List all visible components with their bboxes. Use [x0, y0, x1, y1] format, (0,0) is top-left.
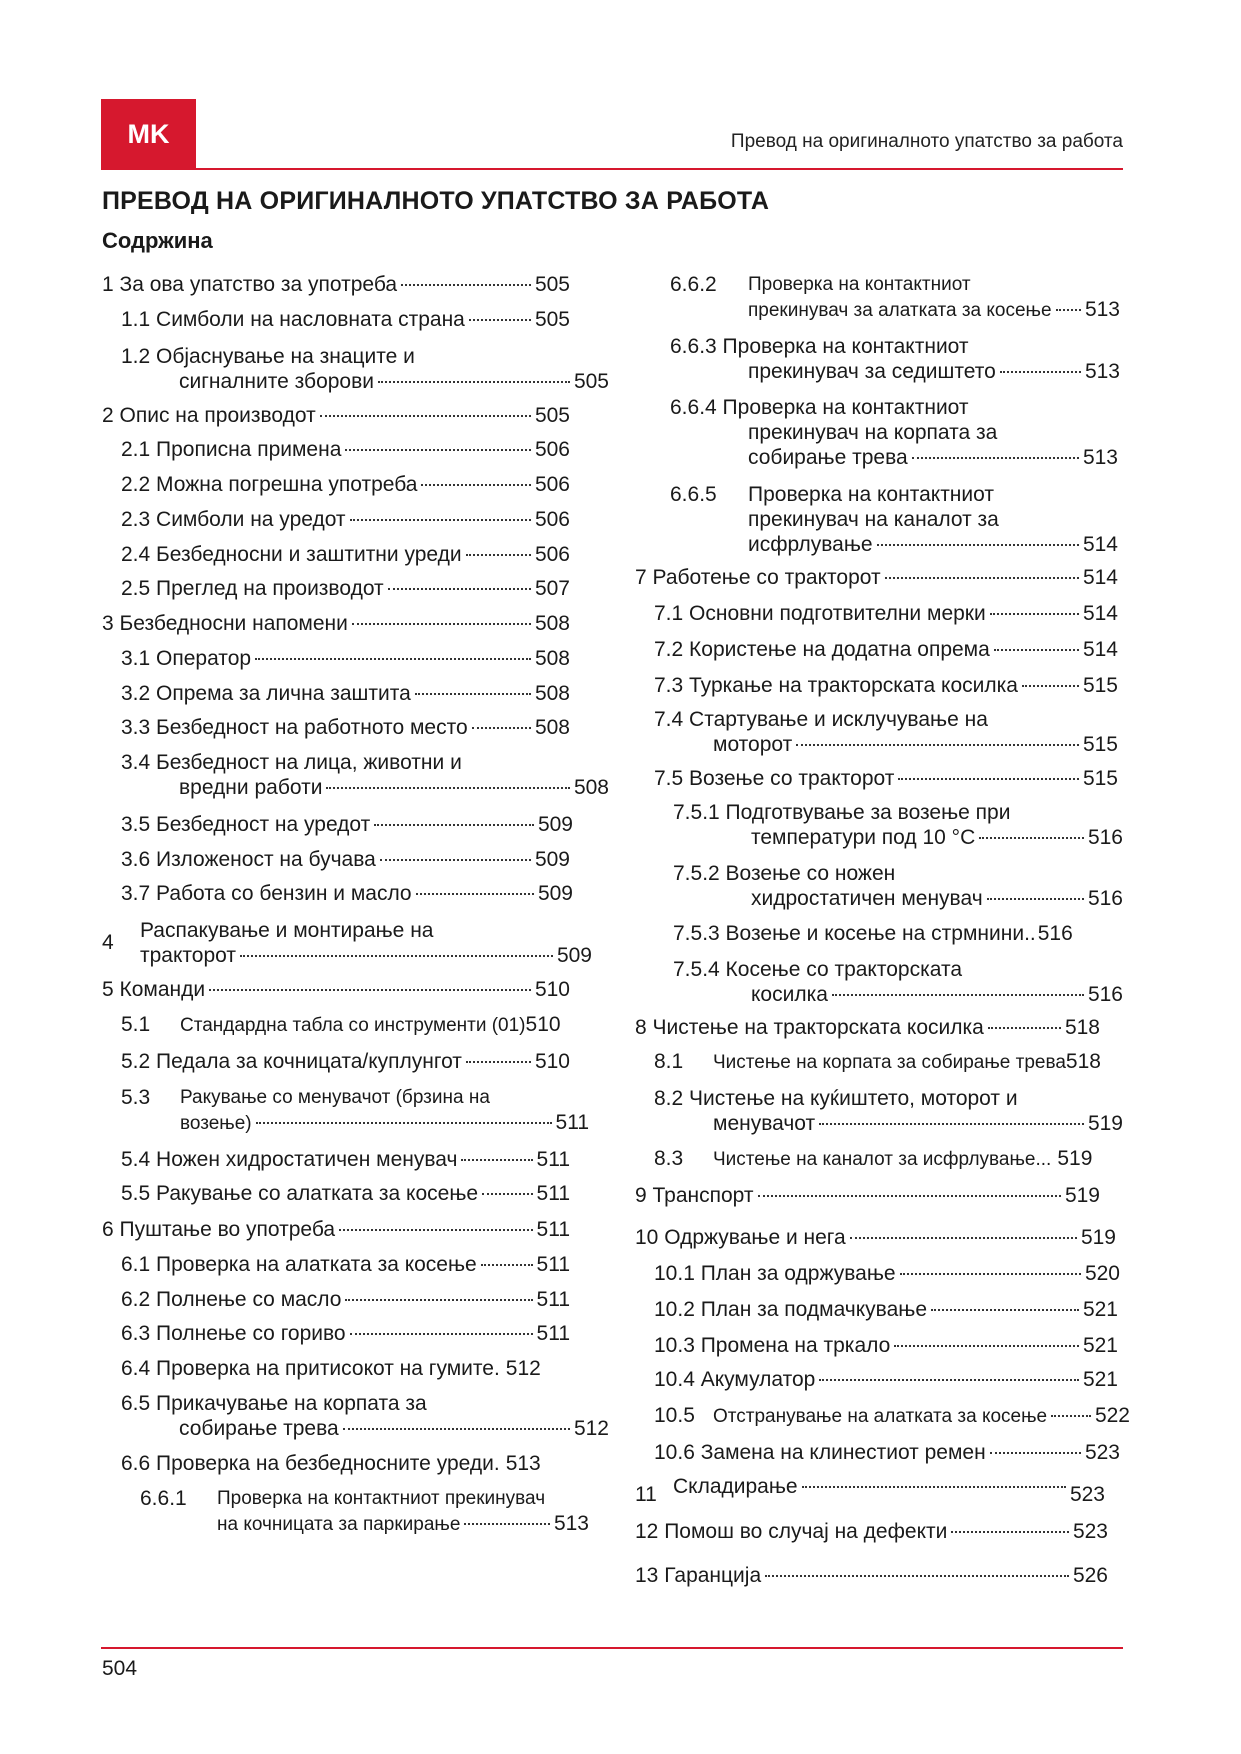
toc-entry-page: 521 — [1082, 1334, 1118, 1357]
toc-entry-text: 10.6 Замена на клинестиот ремен — [654, 1441, 986, 1464]
toc-entry-text-line1: 7.4 Стартување и исклучување на — [654, 708, 988, 731]
toc-entry-text: собирање трева — [179, 1417, 339, 1440]
toc-entry[interactable] — [635, 1297, 1127, 1322]
toc-entry-text: температури под 10 °C — [751, 826, 976, 849]
toc-entry-page: 505 — [534, 308, 570, 331]
toc-entry-page: 516 — [1087, 983, 1123, 1006]
toc-entry-text: 3.2 Опрема за лична заштита — [121, 682, 411, 705]
toc-entry[interactable] — [635, 766, 1127, 791]
toc-entry[interactable] — [102, 750, 609, 800]
toc-heading: Содржина — [102, 228, 213, 253]
toc-entry-number: 8.1 — [654, 1050, 684, 1073]
toc-entry-page: 523 — [1072, 1520, 1108, 1543]
toc-entry-text: косилка — [751, 983, 828, 1006]
toc-entry-text: на кочницата за паркирање — [217, 1514, 461, 1535]
toc-entry[interactable] — [102, 272, 594, 297]
toc-entry-number: 8.3 — [654, 1147, 684, 1170]
toc-entry[interactable] — [102, 507, 594, 532]
toc-entry-page: 511 — [536, 1322, 570, 1345]
toc-entry-text-line1: Проверка на контактниот — [748, 483, 994, 506]
toc-entry[interactable]: 7.5.3 Возење и косење на стрмнини .. 516 — [673, 922, 1073, 945]
toc-entry[interactable] — [635, 1183, 1127, 1208]
toc-entry-page: 511 — [536, 1288, 570, 1311]
toc-entry[interactable] — [635, 1563, 1127, 1588]
toc-entry[interactable] — [635, 1440, 1127, 1465]
toc-entry-text: 10.4 Акумулатор — [654, 1368, 816, 1391]
toc-entry[interactable] — [635, 1519, 1127, 1544]
toc-entry-page: 507 — [534, 577, 570, 600]
toc-entry-page: 508 — [534, 612, 570, 635]
toc-entry[interactable] — [635, 800, 1127, 850]
toc-entry-text-line1: Ракување со менувачот (брзина на — [180, 1087, 490, 1108]
toc-entry[interactable] — [635, 601, 1127, 626]
toc-entry-text: 1.1 Симболи на насловната страна — [121, 308, 465, 331]
toc-entry[interactable] — [635, 1367, 1127, 1392]
toc-entry-page: 523 — [1069, 1483, 1105, 1506]
toc-entry-page: 508 — [534, 716, 570, 739]
toc-entry[interactable] — [102, 1147, 594, 1172]
toc-entry-text-line1: Распакување и монтирање на — [140, 919, 434, 942]
toc-left-column — [102, 272, 609, 1537]
toc-entry-text: Чистење на каналот за исфрлување — [713, 1149, 1036, 1170]
toc-entry-text: Чистење на корпата за собирање трева — [713, 1052, 1066, 1073]
toc-entry-number: 6.6.2 — [670, 273, 717, 296]
toc-entry-text-line1: 7.5.2 Возење со ножен — [673, 862, 896, 885]
toc-entry-text: 7.5.3 Возење и косење на стрмнини — [673, 922, 1025, 945]
toc-entry-text: 10.1 План за одржување — [654, 1262, 896, 1285]
toc-entry-number: 4 — [102, 931, 114, 954]
toc-entry-text-line2: прекинувач на каналот за — [748, 508, 999, 531]
toc-entry-text: исфрлување — [748, 533, 873, 556]
toc-entry-page: 509 — [534, 848, 570, 871]
toc-entry-text: 7.5 Возење со тракторот — [654, 767, 895, 790]
toc-entry[interactable] — [635, 1403, 1130, 1429]
toc-entry-text: 3.3 Безбедност на работното место — [121, 716, 468, 739]
toc-entry-text: 6.3 Полнење со гориво — [121, 1322, 346, 1345]
toc-entry-text: 3.6 Изложеност на бучава — [121, 848, 376, 871]
document-title: ПРЕВОД НА ОРИГИНАЛНОТО УПАТСТВО ЗА РАБОТА — [102, 187, 770, 215]
toc-entry-text-line1: 1.2 Објаснување на знаците и — [121, 345, 415, 368]
toc-entry[interactable] — [102, 1012, 594, 1038]
toc-entry-page: 506 — [534, 543, 570, 566]
toc-entry[interactable] — [635, 1015, 1127, 1040]
toc-entry-page: 518 — [1064, 1016, 1100, 1039]
toc-entry-text: 3.7 Работа со бензин и масло — [121, 882, 412, 905]
toc-entry[interactable]: 6.6 Проверка на безбедносните уреди . 513 — [121, 1452, 541, 1475]
toc-entry-page: 510 — [534, 978, 570, 1001]
header-rule — [101, 168, 1123, 170]
toc-entry-text: 7 Работење со тракторот — [635, 566, 881, 589]
toc-entry[interactable] — [635, 1474, 1127, 1506]
toc-entry-page: 520 — [1084, 1262, 1120, 1285]
toc-entry-text: 5 Команди — [102, 978, 206, 1001]
toc-entry[interactable] — [635, 707, 1127, 757]
toc-entry-text-line1: 6.5 Прикачување на корпата за — [121, 1392, 427, 1415]
toc-entry-page: 526 — [1072, 1564, 1108, 1587]
toc-entry-text: 10.3 Промена на тркало — [654, 1334, 891, 1357]
toc-entry-text: Складирање — [673, 1475, 798, 1498]
toc-entry-text: 5.5 Ракување со алатката за косење — [121, 1182, 479, 1205]
toc-entry-text: 6.2 Полнење со масло — [121, 1288, 342, 1311]
toc-entry[interactable] — [102, 307, 594, 332]
toc-entry-page: 513 — [505, 1452, 541, 1475]
toc-entry-text: сигналните зборови — [179, 370, 374, 393]
toc-entry[interactable] — [102, 1217, 594, 1242]
toc-entry-number: 5.3 — [121, 1086, 151, 1109]
toc-entry-text: моторот — [713, 733, 793, 756]
toc-entry-page: 515 — [1082, 674, 1118, 697]
toc-entry[interactable] — [102, 918, 594, 968]
toc-entry-text: 2.5 Преглед на производот — [121, 577, 384, 600]
toc-entry[interactable] — [635, 565, 1127, 590]
toc-entry-text: 6.4 Проверка на притисокот на гумите — [121, 1357, 494, 1380]
toc-entry-text: 3.1 Оператор — [121, 647, 252, 670]
footer-rule — [101, 1647, 1123, 1649]
toc-entry-text: прекинувач за алатката за косење — [748, 300, 1052, 321]
toc-entry-text: 7.3 Туркање на тракторската косилка — [654, 674, 1018, 697]
toc-entry-page: 516 — [1087, 887, 1123, 910]
toc-entry-text: 2.1 Прописна примена — [121, 438, 342, 461]
toc-entry[interactable] — [635, 957, 1127, 1007]
toc-entry-text: Отстранување на алатката за косење — [713, 1406, 1048, 1427]
toc-entry[interactable] — [102, 1287, 594, 1312]
toc-entry-text: 5.2 Педала за кочницата/куплунгот — [121, 1050, 462, 1073]
toc-entry-text: 9 Транспорт — [635, 1184, 754, 1207]
toc-entry-page: 509 — [537, 882, 573, 905]
toc-entry-number: 5.1 — [121, 1013, 151, 1036]
toc-entry-number: 6.6.1 — [140, 1487, 187, 1510]
toc-entry-page: 511 — [536, 1218, 570, 1241]
toc-entry[interactable] — [102, 1252, 594, 1277]
toc-entry[interactable] — [635, 1261, 1127, 1286]
toc-entry-page: 510 — [525, 1013, 561, 1036]
toc-entry-text: 7.1 Основни подготвителни мерки — [654, 602, 986, 625]
toc-entry-text: 12 Помош во случај на дефекти — [635, 1520, 948, 1543]
toc-entry-text: 6 Пуштање во употреба — [102, 1218, 336, 1241]
toc-entry-page: 511 — [555, 1111, 589, 1134]
toc-entry-number: 11 — [635, 1483, 657, 1506]
toc-entry-page: 512 — [573, 1417, 609, 1440]
toc-entry-page: 506 — [534, 508, 570, 531]
toc-entry[interactable] — [102, 1486, 594, 1537]
toc-entry-page: 515 — [1082, 733, 1118, 756]
toc-entry-text: 3 Безбедносни напомени — [102, 612, 348, 635]
toc-entry[interactable] — [102, 472, 594, 497]
toc-entry[interactable] — [102, 403, 594, 428]
toc-entry-page: 519 — [1064, 1184, 1100, 1207]
toc-entry[interactable] — [635, 1049, 1127, 1075]
toc-entry-page: 505 — [573, 370, 609, 393]
toc-entry-text-line1: Проверка на контактниот прекинувач — [217, 1488, 546, 1509]
toc-entry-text: 13 Гаранција — [635, 1564, 762, 1587]
toc-entry[interactable] — [635, 334, 1127, 384]
toc-entry-page: 509 — [556, 944, 592, 967]
toc-entry[interactable] — [102, 1321, 594, 1346]
toc-entry-text: 2 Опис на производот — [102, 404, 316, 427]
toc-entry-page: 519 — [1080, 1226, 1116, 1249]
toc-entry-page: 505 — [534, 273, 570, 296]
toc-right-column — [635, 272, 1130, 1588]
toc-entry-text: 2.4 Безбедносни и заштитни уреди — [121, 543, 462, 566]
toc-entry[interactable] — [635, 1225, 1127, 1250]
page-number: 504 — [102, 1657, 138, 1680]
toc-entry[interactable] — [102, 715, 594, 740]
toc-entry-text: 8 Чистење на тракторската косилка — [635, 1016, 984, 1039]
toc-entry-page: 509 — [537, 813, 573, 836]
toc-entry-text: собирање трева — [748, 446, 908, 469]
toc-entry-page: 506 — [534, 438, 570, 461]
toc-entry[interactable]: 8.3 Чистење на каналот за исфрлување ... 519 — [654, 1147, 1093, 1170]
toc-entry[interactable] — [635, 637, 1127, 662]
toc-entry[interactable] — [635, 861, 1127, 911]
toc-entry-text-line1: 8.2 Чистење на куќиштето, моторот и — [654, 1087, 1018, 1110]
toc-entry[interactable] — [635, 673, 1127, 698]
toc-entry[interactable] — [102, 646, 594, 671]
toc-entry[interactable] — [635, 1333, 1127, 1358]
toc-entry-text: возење) — [180, 1113, 252, 1134]
toc-entry[interactable] — [102, 611, 594, 636]
toc-entry-text-line1: 7.5.1 Подготвување за возење при — [673, 801, 1011, 824]
toc-entry-text: хидростатичен менувач — [751, 887, 983, 910]
toc-entry-text: 6.6 Проверка на безбедносните уреди — [121, 1452, 494, 1475]
toc-entry[interactable] — [635, 482, 1127, 557]
toc-entry-page: 514 — [1082, 602, 1118, 625]
toc-entry-page: 514 — [1082, 638, 1118, 661]
toc-entry-page: 511 — [536, 1182, 570, 1205]
toc-entry-page: 513 — [1082, 446, 1118, 469]
toc-entry-page: 512 — [505, 1357, 541, 1380]
toc-entry-text: 1 За ова упатство за употреба — [102, 273, 398, 296]
toc-entry-page: 510 — [534, 1050, 570, 1073]
toc-entry-text: 7.2 Користење на додатна опрема — [654, 638, 990, 661]
toc-entry-text-line1: Проверка на контактниот — [748, 274, 971, 295]
toc-entry-page: 515 — [1082, 767, 1118, 790]
toc-entry-page: 506 — [534, 473, 570, 496]
toc-entry[interactable] — [102, 847, 594, 872]
toc-entry-text-line1: 6.6.3 Проверка на контактниот — [670, 335, 969, 358]
toc-entry-page: 514 — [1082, 566, 1118, 589]
toc-entry-text: 2.3 Симболи на уредот — [121, 508, 346, 531]
toc-entry-page: 521 — [1082, 1368, 1118, 1391]
toc-entry-page: 508 — [534, 682, 570, 705]
toc-entry-text: 6.1 Проверка на алатката за косење — [121, 1253, 477, 1276]
toc-entry-text: 2.2 Можна погрешна употреба — [121, 473, 418, 496]
toc-entry-text: вредни работи — [179, 776, 323, 799]
toc-entry-page: 514 — [1082, 533, 1118, 556]
toc-entry[interactable] — [102, 542, 594, 567]
toc-entry-text: прекинувач за седиштето — [748, 360, 996, 383]
toc-entry[interactable] — [635, 395, 1127, 470]
toc-entry[interactable] — [102, 1085, 594, 1136]
toc-entry-text-line1: 7.5.4 Косење со тракторската — [673, 958, 963, 981]
toc-entry-page: 516 — [1037, 922, 1073, 945]
running-header: Превод на оригиналното упатство за работа — [730, 131, 1123, 152]
toc-entry[interactable] — [102, 881, 594, 906]
toc-entry[interactable]: 6.4 Проверка на притисокот на гумите . 512 — [121, 1357, 541, 1380]
toc-entry-text: 3.5 Безбедност на уредот — [121, 813, 371, 836]
toc-entry[interactable] — [102, 1391, 609, 1441]
toc-entry[interactable] — [635, 1086, 1127, 1136]
toc-entry[interactable] — [102, 1049, 594, 1074]
toc-entry-number: 10.5 — [654, 1404, 695, 1427]
toc-entry-text: 10.2 План за подмачкување — [654, 1298, 928, 1321]
toc-entry-page: 513 — [1084, 298, 1120, 321]
toc-entry-page: 516 — [1087, 826, 1123, 849]
toc-entry-text: Стандардна табла со инструменти (01) — [180, 1015, 526, 1036]
toc-entry-page: 519 — [1087, 1112, 1123, 1135]
toc-entry-text: менувачот — [713, 1112, 816, 1135]
toc-entry-page: 511 — [536, 1148, 570, 1171]
toc-entry[interactable] — [102, 1181, 594, 1206]
toc-entry-page: 508 — [534, 647, 570, 670]
toc-entry-page: 513 — [553, 1512, 589, 1535]
toc-entry[interactable] — [102, 812, 594, 837]
toc-entry-page: 518 — [1065, 1050, 1101, 1073]
toc-entry-page: 519 — [1057, 1147, 1093, 1170]
toc-entry-page: 521 — [1082, 1298, 1118, 1321]
toc-entry-page: 511 — [536, 1253, 570, 1276]
toc-entry-text-line1: 6.6.4 Проверка на контактниот — [670, 396, 969, 419]
toc-entry[interactable] — [102, 437, 594, 462]
toc-entry-text: 5.4 Ножен хидростатичен менувач — [121, 1148, 458, 1171]
toc-entry-page: 508 — [573, 776, 609, 799]
language-badge: MK — [101, 99, 196, 169]
toc-entry-text: 10 Одржување и нега — [635, 1226, 846, 1249]
toc-entry-text-line2: прекинувач на корпата за — [748, 421, 998, 444]
toc-entry-page: 522 — [1094, 1404, 1130, 1427]
toc-entry-text: тракторот — [140, 944, 236, 967]
toc-entry[interactable] — [102, 576, 594, 601]
toc-entry[interactable] — [102, 977, 594, 1002]
toc-entry-page: 513 — [1084, 360, 1120, 383]
toc-entry[interactable] — [102, 681, 594, 706]
toc-entry-number: 6.6.5 — [670, 483, 717, 506]
toc-entry-page: 505 — [534, 404, 570, 427]
toc-entry[interactable] — [102, 344, 609, 394]
toc-entry[interactable] — [635, 272, 1127, 323]
toc-entry-page: 523 — [1084, 1441, 1120, 1464]
toc-entry-text-line1: 3.4 Безбедност на лица, животни и — [121, 751, 462, 774]
